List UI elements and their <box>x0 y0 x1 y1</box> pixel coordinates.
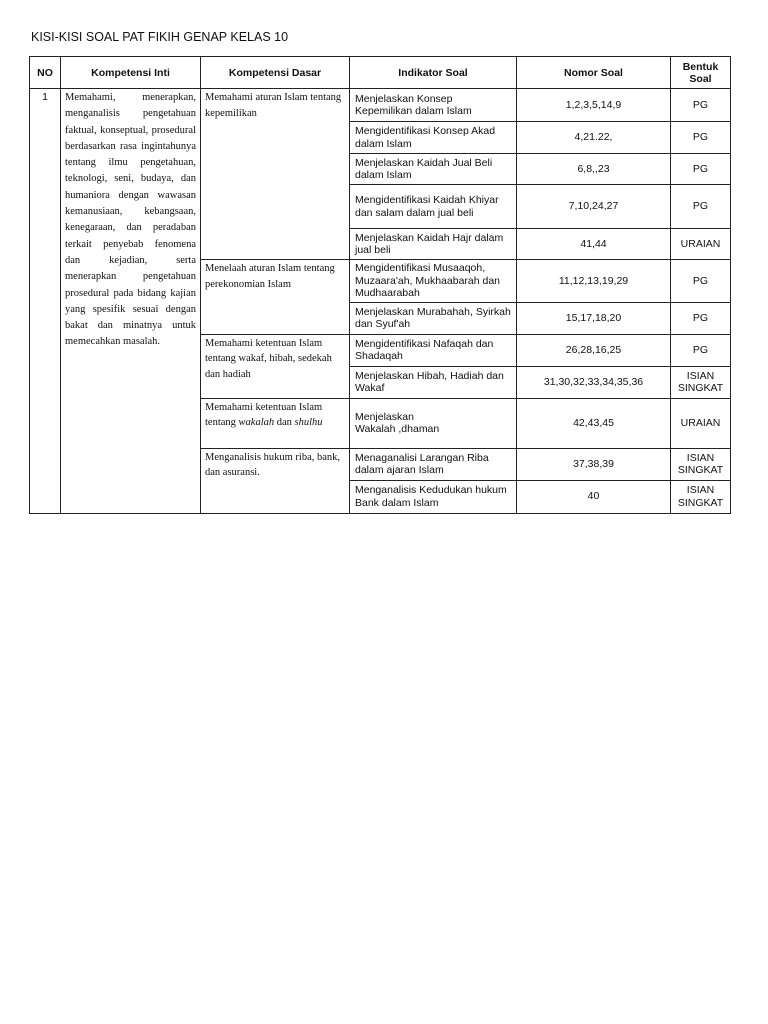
kompetensi-inti-text: Memahami, menerapkan, menganalisis pengetahuan faktual, konseptual, prosedural berdasarkan rasa ingintahunya tentang ilmu pengetahuan, teknologi, seni, budaya, dan humaniora dengan wawasan kemanusiaan, kebangsaan, kenegaraan, dan peradaban terkait penyebab fenomena dan kejadian, serta menerapkan pengetahuan prosedural pada bidang kajian yang spesifik sesuai dengan bakat dan minatnya untuk memecahkan masalah. <box>61 89 201 514</box>
bentuk-soal: PG <box>671 122 731 154</box>
indikator-soal: Mengidentifikasi Nafaqah dan Shadaqah <box>350 334 517 366</box>
indikator-soal: Mengidentifikasi Kaidah Khiyar dan salam dalam jual beli <box>350 185 517 229</box>
nomor-soal: 11,12,13,19,29 <box>517 260 671 303</box>
nomor-soal: 31,30,32,33,34,35,36 <box>517 366 671 398</box>
indikator-soal: Menjelaskan Hibah, Hadiah dan Wakaf <box>350 366 517 398</box>
table-header-row <box>30 57 731 89</box>
table-row <box>30 89 731 122</box>
header-no: NO <box>30 57 61 89</box>
kisi-kisi-table <box>29 56 731 514</box>
page-title: KISI-KISI SOAL PAT FIKIH GENAP KELAS 10 <box>31 30 289 44</box>
row-number: 1 <box>30 89 61 514</box>
nomor-soal: 7,10,24,27 <box>517 185 671 229</box>
indikator-soal: Menjelaskan Konsep Kepemilikan dalam Islam <box>350 89 517 122</box>
bentuk-soal: URAIAN <box>671 229 731 260</box>
nomor-soal: 26,28,16,25 <box>517 334 671 366</box>
bentuk-soal: ISIAN SINGKAT <box>671 480 731 513</box>
indikator-soal: Menganalisis Kedudukan hukum Bank dalam Islam <box>350 480 517 513</box>
indikator-soal: Menjelaskan Murabahah, Syirkah dan Syuf'ah <box>350 302 517 334</box>
indikator-line-1: Menjelaskan <box>355 410 414 423</box>
bentuk-soal: PG <box>671 302 731 334</box>
kompetensi-dasar-3: Memahami ketentuan Islam tentang wakaf, hibah, sedekah dan hadiah <box>201 334 350 398</box>
nomor-soal: 4,21.22, <box>517 122 671 154</box>
kompetensi-dasar-1: Memahami aturan Islam tentang kepemilikan <box>201 89 350 260</box>
nomor-soal: 37,38,39 <box>517 448 671 480</box>
bentuk-soal: PG <box>671 185 731 229</box>
nomor-soal: 15,17,18,20 <box>517 302 671 334</box>
indikator-soal: Menaganalisi Larangan Riba dalam ajaran Islam <box>350 448 517 480</box>
kd-4-term-shulhu: shulhu <box>294 417 323 428</box>
header-nomor-soal: Nomor Soal <box>517 57 671 89</box>
bentuk-soal: URAIAN <box>671 398 731 448</box>
header-indikator-soal: Indikator Soal <box>350 57 517 89</box>
bentuk-soal: PG <box>671 154 731 185</box>
header-kompetensi-inti: Kompetensi Inti <box>61 57 201 89</box>
bentuk-soal: PG <box>671 260 731 303</box>
bentuk-soal: PG <box>671 334 731 366</box>
indikator-soal: Menjelaskan Kaidah Hajr dalam jual beli <box>350 229 517 260</box>
header-kompetensi-dasar: Kompetensi Dasar <box>201 57 350 89</box>
kompetensi-dasar-5: Menganalisis hukum riba, bank, dan asuransi. <box>201 448 350 513</box>
kompetensi-dasar-4 <box>201 398 350 448</box>
kd-4-conj: dan <box>274 417 295 428</box>
header-bentuk-soal: Bentuk Soal <box>671 57 731 89</box>
bentuk-soal: PG <box>671 89 731 122</box>
kompetensi-dasar-2: Menelaah aturan Islam tentang perekonomian Islam <box>201 260 350 335</box>
nomor-soal: 40 <box>517 480 671 513</box>
nomor-soal: 6,8,,23 <box>517 154 671 185</box>
bentuk-soal: ISIAN SINGKAT <box>671 366 731 398</box>
nomor-soal: 1,2,3,5,14,9 <box>517 89 671 122</box>
kd-4-text: Memahami ketentuan Islam tentang <box>205 401 323 428</box>
nomor-soal: 42,43,45 <box>517 398 671 448</box>
bentuk-soal: ISIAN SINGKAT <box>671 448 731 480</box>
indikator-soal <box>350 398 517 448</box>
kd-4-term-wakalah: wakalah <box>238 417 275 428</box>
indikator-soal: Menjelaskan Kaidah Jual Beli dalam Islam <box>350 154 517 185</box>
nomor-soal: 41,44 <box>517 229 671 260</box>
indikator-line-2: Wakalah ,dhaman <box>355 423 440 435</box>
indikator-soal: Mengidentifikasi Konsep Akad dalam Islam <box>350 122 517 154</box>
indikator-soal: Mengidentifikasi Musaaqoh, Muzaara'ah, Mukhaabarah dan Mudhaarabah <box>350 260 517 303</box>
